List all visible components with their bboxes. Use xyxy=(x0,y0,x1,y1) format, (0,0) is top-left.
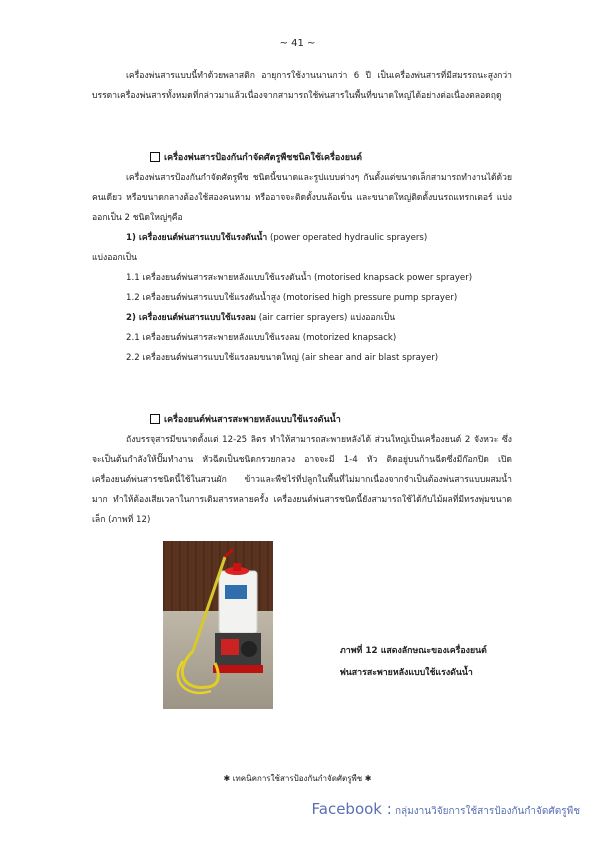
facebook-label[interactable]: Facebook : xyxy=(311,800,392,818)
facebook-group-name[interactable]: กลุ่มงานวิจัยการใช้สารป้องกันกำจัดศัตรูพืช xyxy=(395,806,580,817)
caption-line-1: ภาพที่ 12 แสดงลักษณะของเครื่องยนต์ xyxy=(340,646,487,656)
page-number: ~ 41 ~ xyxy=(279,38,316,49)
type1-title: 1) เครื่องยนต์พ่นสารแบบใช้แรงดันน้ำ xyxy=(126,233,268,243)
type2-line xyxy=(92,308,512,328)
intro-section xyxy=(92,66,512,106)
type1-line xyxy=(92,228,512,248)
section2-body xyxy=(92,430,512,530)
section1-body xyxy=(92,168,512,368)
section2-heading xyxy=(150,412,341,426)
sprayer-photo xyxy=(163,541,273,709)
item-2-1: 2.1 เครื่องยนต์พ่นสารสะพายหลังแบบใช้แรงลม (motorized knapsack) xyxy=(126,333,397,343)
caption-line-2: พ่นสารสะพายหลังแบบใช้แรงดันน้ำ xyxy=(340,668,473,678)
item-1-2: 1.2 เครื่องยนต์พ่นสารแบบใช้แรงดันน้ำสูง (motorised high pressure pump sprayer) xyxy=(126,293,458,303)
intro-paragraph: เครื่องพ่นสารแบบนี้ทำด้วยพลาสติก อายุการใช้งานนานกว่า 6 ปี เป็นเครื่องพ่นสารที่มีสมรรถนะสูงกว่าบรรดาเครื่องพ่นสารทั้งหมดที่กล่าวมาแล้วเนื่องจากสามารถใช้พ่นสารในพื้นที่ขนาดใหญ่ได้อย่างต่อเนื่องตลอดฤดู xyxy=(92,71,512,101)
section1-heading-text: เครื่องพ่นสารป้องกันกำจัดศัตรูพืชชนิดใช้เครื่องยนต์ xyxy=(164,153,362,163)
section1-heading xyxy=(150,150,362,164)
section2-paragraph: ถังบรรจุสารมีขนาดตั้งแต่ 12-25 ลิตร ทำให้สามารถสะพายหลังได้ ส่วนใหญ่เป็นเครื่องยนต์ 2 จังหวะ ซึ่งจะเป็นต้นกำลังให้ปั๊มทำงาน หัวฉีดเป็นชนิดกรวยกลวง อาจจะมี 1-4 หัว ติดอยู่บนก้านฉีดซึ่งมีก๊อกปิด เปิด เครื่องยนต์พ่นสารชนิดนี้ใช้ในสวนผัก ข้าวและพืชไร่ที่ปลูกในพื้นที่ไม่มากเนื่องจากจำเป็นต้องพ่นสารแบบผสมน้ำมาก ทำให้ต้องเสียเวลาในการเติมสารหลายครั้ง เครื่องยนต์พ่นสารชนิดนี้ยังสามารถใช้ได้กับไม้ผลที่มีทรงพุ่มขนาดเล็ก (ภาพที่ 12) xyxy=(92,435,512,525)
item-1-1: 1.1 เครื่องยนต์พ่นสารสะพายหลังแบบใช้แรงดันน้ำ (motorised knapsack power sprayer) xyxy=(126,273,473,283)
section1-paragraph: เครื่องพ่นสารป้องกันกำจัดศัตรูพืช ชนิดนี้ขนาดและรูปแบบต่างๆ กันตั้งแต่ขนาดเล็กสามารถทำงานได้ด้วยคนเดียว หรือขนาดกลางต้องใช้สองคนหาม หรืออาจจะติดตั้งบนล้อเข็น และขนาดใหญ่ติดตั้งบนรถแทรกเตอร์ แบ่งออกเป็น 2 ชนิดใหญ่ๆคือ xyxy=(92,173,512,223)
footer-title: ✱ เทคนิคการใช้สารป้องกันกำจัดศัตรูพืช ✱ xyxy=(223,774,372,783)
section2-heading-text: เครื่องยนต์พ่นสารสะพายหลังแบบใช้แรงดันน้ำ xyxy=(164,415,341,425)
item-2-2: 2.2 เครื่องยนต์พ่นสารแบบใช้แรงลมขนาดใหญ่ (air shear and air blast sprayer) xyxy=(126,353,439,363)
checkbox-icon xyxy=(150,414,160,424)
footer-facebook[interactable] xyxy=(312,800,581,819)
type2-title: 2) เครื่องยนต์พ่นสารแบบใช้แรงลม xyxy=(126,313,257,323)
checkbox-icon xyxy=(150,152,160,162)
type1-continuation: แบ่งออกเป็น xyxy=(92,253,137,263)
type2-detail: (air carrier sprayers) แบ่งออกเป็น xyxy=(258,313,396,323)
type1-detail: (power operated hydraulic sprayers) xyxy=(270,233,428,243)
figure-caption xyxy=(340,640,530,684)
